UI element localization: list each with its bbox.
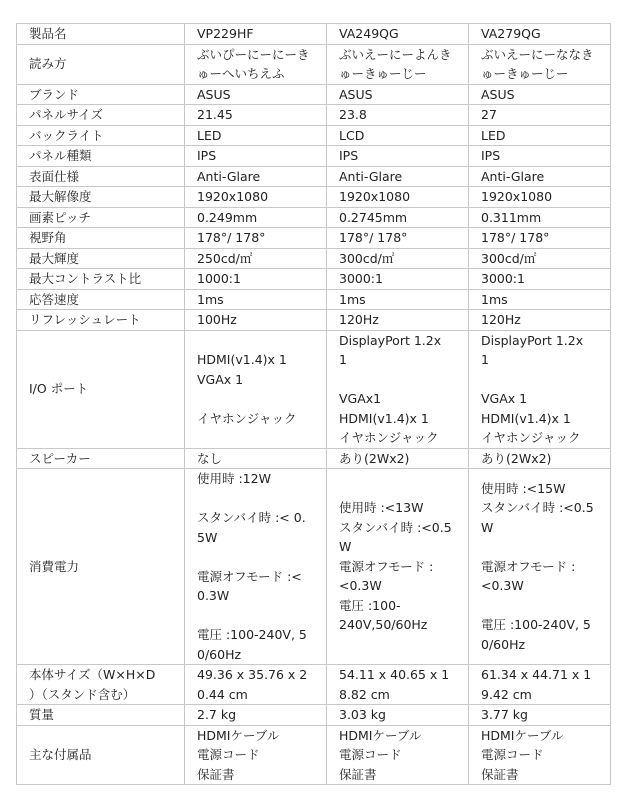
cell-vp229hf: LED — [185, 125, 327, 146]
cell-va249qg: 3.03 kg — [327, 705, 469, 726]
cell-va279qg: 178°/ 178° — [469, 228, 611, 249]
table-row — [17, 725, 611, 785]
cell-va249qg: あり(2Wx2) — [327, 448, 469, 469]
cell-va249qg: 120Hz — [327, 310, 469, 331]
row-label: リフレッシュレート — [17, 310, 185, 331]
cell-va249qg: Anti-Glare — [327, 166, 469, 187]
cell-va249qg: 54.11 x 40.65 x 1 8.82 cm — [327, 665, 469, 705]
row-label: パネルサイズ — [17, 105, 185, 126]
row-label: 消費電力 — [17, 469, 185, 665]
cell-vp229hf: ぶいぴーにーにーき ゅーへいちえふ — [185, 44, 327, 84]
table-row — [17, 248, 611, 269]
row-label: スピーカー — [17, 448, 185, 469]
table-row — [17, 330, 611, 448]
cell-va279qg: DisplayPort 1.2x 1 VGAx 1 HDMI(v1.4)x 1 イヤホンジャック — [469, 330, 611, 448]
cell-va279qg: 61.34 x 44.71 x 1 9.42 cm — [469, 665, 611, 705]
cell-va279qg: ぶいえーにーななき ゅーきゅーじー — [469, 44, 611, 84]
table-row — [17, 84, 611, 105]
cell-va279qg: 27 — [469, 105, 611, 126]
row-label: 表面仕様 — [17, 166, 185, 187]
row-label: 本体サイズ（W×H×D ）（スタンド含む） — [17, 665, 185, 705]
cell-va249qg: ぶいえーにーよんき ゅーきゅーじー — [327, 44, 469, 84]
cell-vp229hf: VP229HF — [185, 24, 327, 45]
table-row — [17, 146, 611, 167]
table-row — [17, 44, 611, 84]
row-label: 製品名 — [17, 24, 185, 45]
table-row — [17, 166, 611, 187]
cell-vp229hf: 1000:1 — [185, 269, 327, 290]
cell-vp229hf: 250cd/㎡ — [185, 248, 327, 269]
row-label: バックライト — [17, 125, 185, 146]
cell-va279qg: VA279QG — [469, 24, 611, 45]
cell-vp229hf: 49.36 x 35.76 x 2 0.44 cm — [185, 665, 327, 705]
row-label: 画素ピッチ — [17, 207, 185, 228]
row-label: 質量 — [17, 705, 185, 726]
cell-vp229hf: 2.7 kg — [185, 705, 327, 726]
table-row — [17, 125, 611, 146]
table-row — [17, 665, 611, 705]
cell-va279qg: 300cd/㎡ — [469, 248, 611, 269]
cell-va249qg: 3000:1 — [327, 269, 469, 290]
spec-table-body — [17, 24, 611, 785]
cell-vp229hf: なし — [185, 448, 327, 469]
cell-va249qg: DisplayPort 1.2x 1 VGAx1 HDMI(v1.4)x 1 イヤホンジャック — [327, 330, 469, 448]
row-label: 最大輝度 — [17, 248, 185, 269]
cell-vp229hf: 1920x1080 — [185, 187, 327, 208]
cell-va249qg: ASUS — [327, 84, 469, 105]
cell-va279qg: 0.311mm — [469, 207, 611, 228]
table-row — [17, 469, 611, 665]
cell-va249qg: 1ms — [327, 289, 469, 310]
table-row — [17, 269, 611, 290]
cell-va249qg: 0.2745mm — [327, 207, 469, 228]
row-label: パネル種類 — [17, 146, 185, 167]
cell-va249qg: IPS — [327, 146, 469, 167]
cell-vp229hf: HDMIケーブル 電源コード 保証書 — [185, 725, 327, 785]
cell-vp229hf: 0.249mm — [185, 207, 327, 228]
cell-va279qg: 1920x1080 — [469, 187, 611, 208]
spec-table — [16, 23, 611, 785]
row-label: ブランド — [17, 84, 185, 105]
cell-va249qg: 178°/ 178° — [327, 228, 469, 249]
table-row — [17, 187, 611, 208]
cell-vp229hf: Anti-Glare — [185, 166, 327, 187]
cell-va279qg: IPS — [469, 146, 611, 167]
cell-va249qg: 使用時 :<13W スタンバイ時 :<0.5 W 電源オフモード : <0.3W 電圧 :100- 240V,50/60Hz — [327, 469, 469, 665]
row-label: I/O ポート — [17, 330, 185, 448]
cell-va279qg: 3000:1 — [469, 269, 611, 290]
table-row — [17, 705, 611, 726]
cell-va249qg: HDMIケーブル 電源コード 保証書 — [327, 725, 469, 785]
cell-va279qg: あり(2Wx2) — [469, 448, 611, 469]
table-row — [17, 448, 611, 469]
table-row — [17, 289, 611, 310]
row-label: 最大解像度 — [17, 187, 185, 208]
cell-va279qg: 120Hz — [469, 310, 611, 331]
cell-vp229hf: ASUS — [185, 84, 327, 105]
cell-vp229hf: IPS — [185, 146, 327, 167]
cell-va279qg: Anti-Glare — [469, 166, 611, 187]
cell-vp229hf: HDMI(v1.4)x 1 VGAx 1 イヤホンジャック — [185, 330, 327, 448]
cell-va279qg: 1ms — [469, 289, 611, 310]
cell-va279qg: ASUS — [469, 84, 611, 105]
cell-va279qg: HDMIケーブル 電源コード 保証書 — [469, 725, 611, 785]
row-label: 視野角 — [17, 228, 185, 249]
cell-va249qg: 300cd/㎡ — [327, 248, 469, 269]
cell-vp229hf: 100Hz — [185, 310, 327, 331]
cell-vp229hf: 21.45 — [185, 105, 327, 126]
table-row — [17, 24, 611, 45]
cell-vp229hf: 使用時 :12W スタンバイ時 :< 0. 5W 電源オフモード :< 0.3W 電圧 :100-240V, 5 0/60Hz — [185, 469, 327, 665]
row-label: 読み方 — [17, 44, 185, 84]
cell-vp229hf: 1ms — [185, 289, 327, 310]
table-row — [17, 207, 611, 228]
cell-va249qg: 1920x1080 — [327, 187, 469, 208]
cell-vp229hf: 178°/ 178° — [185, 228, 327, 249]
table-row — [17, 310, 611, 331]
cell-va279qg: 使用時 :<15W スタンバイ時 :<0.5 W 電源オフモード : <0.3W 電圧 :100-240V, 5 0/60Hz — [469, 469, 611, 665]
table-row — [17, 228, 611, 249]
cell-va249qg: VA249QG — [327, 24, 469, 45]
row-label: 最大コントラスト比 — [17, 269, 185, 290]
cell-va249qg: 23.8 — [327, 105, 469, 126]
row-label: 主な付属品 — [17, 725, 185, 785]
table-row — [17, 105, 611, 126]
row-label: 応答速度 — [17, 289, 185, 310]
cell-va279qg: LED — [469, 125, 611, 146]
cell-va249qg: LCD — [327, 125, 469, 146]
cell-va279qg: 3.77 kg — [469, 705, 611, 726]
